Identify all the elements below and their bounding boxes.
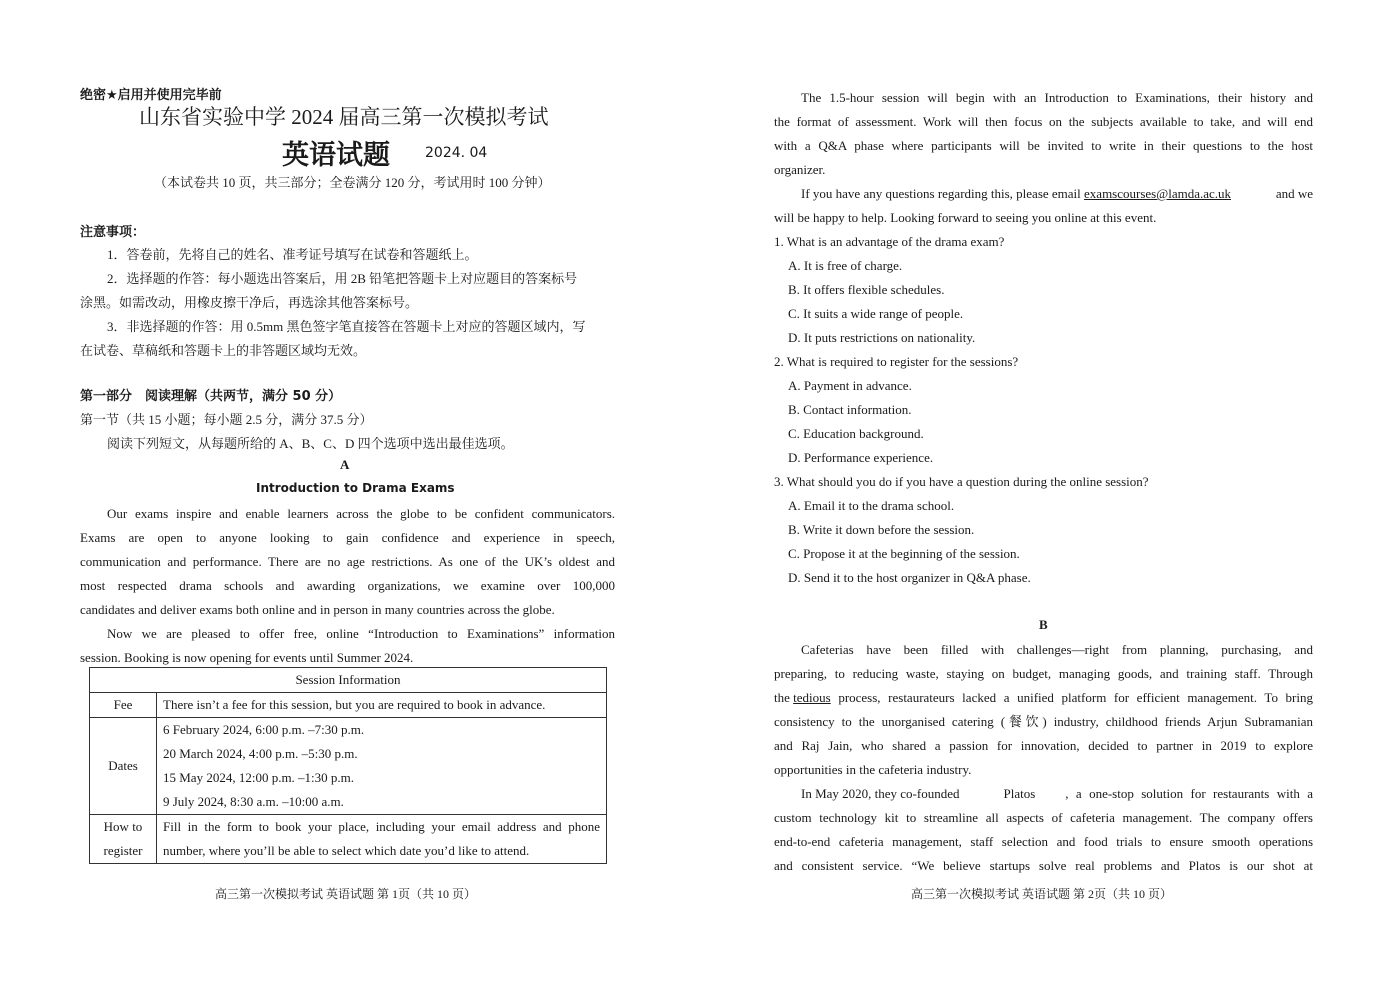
exam-title: 山东省实验中学 2024 届高三第一次模拟考试: [139, 105, 549, 129]
notice-item-3: 3．非选择题的作答：用 0.5mm 黑色签字笔直接答在答题卡上对应的答题区域内，写: [107, 319, 586, 334]
para-line: Exams are open to anyone looking to gain confidence and experience in speech,: [80, 530, 615, 545]
para-line-with-blank: [801, 782, 1313, 806]
para-line: and consistent service. “We believe startups solve real problems and Platos is our shot at: [774, 858, 1313, 873]
date-item: 9 July 2024, 8:30 a.m. –10:00 a.m.: [163, 794, 344, 809]
question-stem: 1. What is an advantage of the drama exam?: [774, 234, 1005, 249]
question-option: B. Contact information.: [788, 402, 912, 417]
date-item: 6 February 2024, 6:00 p.m. –7:30 p.m.: [163, 722, 365, 737]
register-label-line: How to: [103, 819, 143, 834]
question-option: D. It puts restrictions on nationality.: [788, 330, 976, 345]
notice-item-2-cont: 涂黑。如需改动，用橡皮擦干净后，再选涂其他答案标号。: [80, 295, 419, 310]
question-option: B. It offers flexible schedules.: [788, 282, 945, 297]
para-fragment: process, restaurateurs lacked a unified platform for efficient management. To bring: [830, 690, 1313, 705]
register-line: Fill in the form to book your place, including your email address and phone: [163, 819, 600, 834]
email-link[interactable]: examscourses@lamda.ac.uk: [1084, 186, 1232, 201]
date-item: 15 May 2024, 12:00 p.m. –1:30 p.m.: [163, 770, 355, 785]
question-stem: 3. What should you do if you have a question during the online session?: [774, 474, 1149, 489]
para-line: Our exams inspire and enable learners across the globe to be confident communicators.: [107, 506, 615, 521]
passage-a-title: Introduction to Drama Exams: [256, 481, 455, 495]
para-line: Cafeterias have been filled with challenges—right from planning, purchasing, and: [801, 642, 1313, 657]
dates-cell: [157, 718, 607, 815]
section1-instruction: 阅读下列短文，从每题所给的 A、B、C、D 四个选项中选出最佳选项。: [107, 436, 514, 451]
subject-title: 英语试题: [282, 140, 390, 171]
question-option: A. Email it to the drama school.: [788, 498, 955, 513]
contact-text-end: and we: [1272, 186, 1313, 201]
para-line: preparing, to reducing waste, staying on budget, managing goods, and training staff. Through: [774, 666, 1313, 681]
section1-heading: 第一节（共 15 小题；每小题 2.5 分，满分 37.5 分）: [80, 412, 373, 427]
para-line: and Raj Jain, who shared a passion for innovation, decided to partner in 2019 to explore: [774, 738, 1313, 753]
platos-name: Platos: [1003, 786, 1036, 801]
right-page: [697, 0, 1393, 983]
para-line: the format of assessment. Work will then focus on the subjects available to take, and will end: [774, 114, 1313, 129]
para-line: with a Q&A phase where participants will be invited to write in their questions to the host: [774, 138, 1313, 153]
dates-label: Dates: [90, 718, 157, 815]
question-option: A. It is free of charge.: [788, 258, 903, 273]
table-header: Session Information: [90, 668, 607, 693]
question-option: B. Write it down before the session.: [788, 522, 975, 537]
contact-text: If you have any questions regarding this, please email: [801, 186, 1085, 201]
page-footer: 高三第一次模拟考试 英语试题 第 2页（共 10 页）: [911, 887, 1173, 901]
question-option: D. Performance experience.: [788, 450, 934, 465]
para-line: will be happy to help. Looking forward to seeing you online at this event.: [774, 210, 1157, 225]
register-cell: [157, 815, 607, 864]
para-line: most respected drama schools and awarding organizations, we examine over 100,000: [80, 578, 615, 593]
left-page: [0, 0, 696, 983]
register-label-line: register: [103, 843, 143, 858]
passage-b-letter: B: [1039, 617, 1048, 632]
notice-heading: 注意事项：: [80, 225, 146, 240]
contact-line: [801, 182, 1313, 206]
para-fragment: , a one-stop solution for restaurants with a: [1065, 786, 1313, 801]
passage-a-letter: A: [340, 457, 350, 472]
question-option: C. Education background.: [788, 426, 924, 441]
page-footer: 高三第一次模拟考试 英语试题 第 1页（共 10 页）: [215, 887, 477, 901]
para-line: communication and performance. There are no age restrictions. As one of the UK’s oldest and: [80, 554, 615, 569]
session-info-table: [89, 667, 607, 864]
para-fragment: the: [774, 690, 794, 705]
paper-info: （本试卷共 10 页，共三部分；全卷满分 120 分，考试用时 100 分钟）: [154, 175, 551, 190]
para-line: The 1.5-hour session will begin with an Introduction to Examinations, their history and: [801, 90, 1313, 105]
register-label: [90, 815, 157, 864]
notice-item-2: 2．选择题的作答：每小题选出答案后，用 2B 铅笔把答题卡上对应题目的答案标号: [107, 271, 578, 286]
register-line: number, where you’ll be able to select which date you’d like to attend.: [163, 843, 530, 858]
para-line-underlined: [774, 686, 1313, 710]
underlined-word-tedious: tedious: [793, 690, 831, 705]
para-line: consistency to the unorganised catering (餐饮) industry, childhood friends Arjun Subramanian: [774, 714, 1313, 729]
para-line: candidates and deliver exams both online and in person in many countries across the globe.: [80, 602, 555, 617]
fee-value: There isn’t a fee for this session, but you are required to book in advance.: [157, 693, 607, 718]
para-line: Now we are pleased to offer free, online “Introduction to Examinations” information: [107, 626, 615, 641]
fee-label: Fee: [90, 693, 157, 718]
exam-date: 2024. 04: [425, 145, 488, 161]
para-line: end-to-end cafeteria management, staff selection and food trials to ensure smooth operations: [774, 834, 1313, 849]
para-line: session. Booking is now opening for events until Summer 2024.: [80, 650, 414, 665]
question-option: C. Propose it at the beginning of the session.: [788, 546, 1020, 561]
question-option: C. It suits a wide range of people.: [788, 306, 964, 321]
question-option: A. Payment in advance.: [788, 378, 912, 393]
para-line: opportunities in the cafeteria industry.: [774, 762, 972, 777]
date-item: 20 March 2024, 4:00 p.m. –5:30 p.m.: [163, 746, 358, 761]
secret-label: 绝密★启用并使用完毕前: [80, 88, 222, 103]
notice-item-1: 1．答卷前，先将自己的姓名、准考证号填写在试卷和答题纸上。: [107, 247, 478, 262]
para-line: custom technology kit to streamline all aspects of cafeteria management. The company offers: [774, 810, 1313, 825]
question-option: D. Send it to the host organizer in Q&A phase.: [788, 570, 1031, 585]
question-stem: 2. What is required to register for the sessions?: [774, 354, 1019, 369]
para-fragment: In May 2020, they co-founded: [801, 786, 960, 801]
part1-heading: 第一部分 阅读理解（共两节，满分 50 分）: [80, 389, 342, 404]
para-line: organizer.: [774, 162, 826, 177]
notice-item-3-cont: 在试卷、草稿纸和答题卡上的非答题区域均无效。: [80, 343, 367, 358]
